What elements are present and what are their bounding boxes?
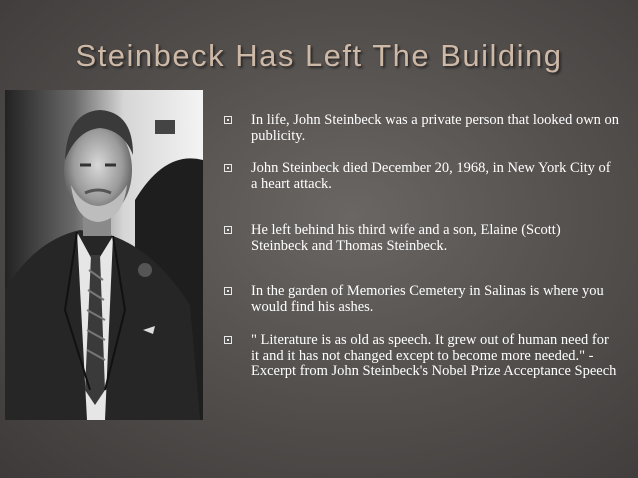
bullet-item bbox=[220, 161, 620, 192]
bullet-item bbox=[220, 113, 620, 144]
square-bullet-icon bbox=[224, 226, 232, 234]
portrait-photo bbox=[5, 90, 203, 420]
square-bullet-icon bbox=[224, 336, 232, 344]
square-bullet-icon bbox=[224, 164, 232, 172]
square-bullet-icon bbox=[224, 116, 232, 124]
square-bullet-icon bbox=[224, 287, 232, 295]
bullet-item bbox=[220, 223, 620, 254]
bullet-text: In life, John Steinbeck was a private person that looked own on publicity. bbox=[251, 112, 620, 144]
bullet-item bbox=[220, 333, 620, 380]
bullet-text: He left behind his third wife and a son, Elaine (Scott) Steinbeck and Thomas Steinbeck. bbox=[251, 222, 561, 254]
bullet-list bbox=[220, 113, 620, 380]
bullet-text: " Literature is as old as speech. It grew out of human need for it and it has not changed except to become more needed." - Excerpt from John Steinbeck's Nobel Prize Acceptance Speech bbox=[251, 332, 617, 379]
bullet-text: John Steinbeck died December 20, 1968, in New York City of a heart attack. bbox=[251, 160, 611, 192]
portrait-illustration bbox=[5, 90, 203, 420]
slide-title: Steinbeck Has Left The Building bbox=[75, 38, 563, 73]
bullet-item bbox=[220, 284, 620, 315]
bullet-text: In the garden of Memories Cemetery in Salinas is where you would find his ashes. bbox=[251, 283, 604, 315]
